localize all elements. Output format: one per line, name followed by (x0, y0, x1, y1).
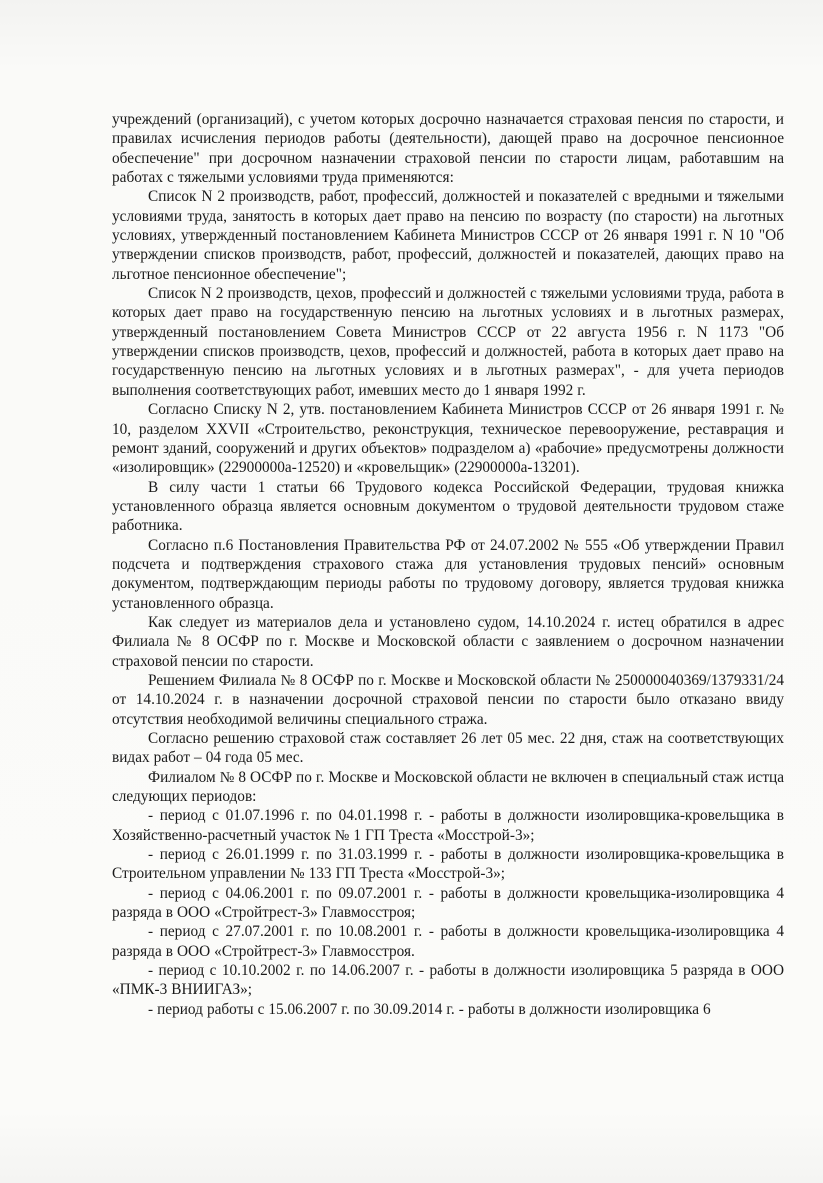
paragraph: Решением Филиала № 8 ОСФР по г. Москве и Московской области № 250000040369/1379331/24 от 14.10.2024 г. в назначении досрочной страховой пенсии по старости было отказано ввиду отсутствия необходимой величины специального стража. (112, 671, 784, 728)
document-body (112, 110, 784, 1019)
paragraph: Как следует из материалов дела и установлено судом, 14.10.2024 г. истец обратился в адрес Филиала № 8 ОСФР по г. Москве и Московской области с заявлением о досрочном назначении страховой пенсии по старости. (112, 613, 784, 670)
paragraph: Согласно решению страховой стаж составляет 26 лет 05 мес. 22 дня, стаж на соответствующих видах работ – 04 года 05 мес. (112, 730, 784, 767)
paragraph: В силу части 1 статьи 66 Трудового кодекса Российской Федерации, трудовая книжка установленного образца является основным документом о трудовой деятельности трудовом стаже работника. (112, 478, 784, 535)
paragraph: Список N 2 производств, цехов, профессий и должностей с тяжелыми условиями труда, работа в которых дает право на государственную пенсию на льготных условиях и в льготных размерах, утвержденный постановлением Совета Министров СССР от 22 августа 1956 г. N 1173 "Об утверждении списков производств, цехов, профессий и должностей, работа в которых дает право на государственную пенсию на льготных условиях и в льготных размерах", - для учета периодов выполнения соответствующих работ, имевших место до 1 января 1992 г. (112, 285, 784, 399)
paragraph: Филиалом № 8 ОСФР по г. Москве и Московской области не включен в специальный стаж истца следующих периодов: (112, 768, 784, 806)
list-item: - период работы с 15.06.2007 г. по 30.09.2014 г. - работы в должности изолировщика 6 (148, 1000, 711, 1018)
list-item: - период с 26.01.1999 г. по 31.03.1999 г. - работы в должности изолировщика-кровельщика в Строительном управлении № 133 ГП Треста «Мосстрой-3»; (112, 846, 784, 883)
paragraph: учреждений (организаций), с учетом которых досрочно назначается страховая пенсия по старости, и правилах исчисления периодов работы (деятельности), дающей право на досрочное пенсионное обеспечение" при досрочном назначении страховой пенсии по старости лицам, работавшим на работах с тяжелыми условиями труда применяются: (112, 111, 784, 187)
list-item: - период с 27.07.2001 г. по 10.08.2001 г. - работы в должности кровельщика-изолировщика 4 разряда в ООО «Стройтрест-3» Главмосстроя. (112, 923, 784, 960)
paragraph: Список N 2 производств, работ, профессий, должностей и показателей с вредными и тяжелыми условиями труда, занятость в которых дает право на пенсию по возрасту (по старости) на льготных условиях, утвержденный постановлением Кабинета Министров СССР от 26 января 1991 г. N 10 "Об утверждении списков производств, работ, профессий, должностей и показателей, дающих право на льготное пенсионное обеспечение"; (112, 188, 784, 283)
list-item: - период с 04.06.2001 г. по 09.07.2001 г. - работы в должности кровельщика-изолировщика 4 разряда в ООО «Стройтрест-3» Главмосстроя; (112, 884, 784, 922)
paragraph: Согласно Списку N 2, утв. постановлением Кабинета Министров СССР от 26 января 1991 г. № 10, разделом XXVII «Строительство, реконструкция, техническое перевооружение, реставрация и ремонт зданий, сооружений и других объектов» подразделом а) «рабочие» предусмотрены должности «изолировщик» (22900000а-12520) и «кровельщик» (22900000а-13201). (112, 401, 784, 477)
list-item: - период с 10.10.2002 г. по 14.06.2007 г. - работы в должности изолировщика 5 разряда в ООО «ПМК-3 ВНИИГАЗ»; (112, 962, 784, 999)
paragraph: Согласно п.6 Постановления Правительства РФ от 24.07.2002 № 555 «Об утверждении Правил подсчета и подтверждения страхового стажа для установления трудовых пенсий» основным документом, подтверждающим периоды работы по трудовому договору, является трудовая книжка установленного образца. (112, 536, 784, 612)
list-item: - период с 01.07.1996 г. по 04.01.1998 г. - работы в должности изолировщика-кровельщика в Хозяйственно-расчетный участок № 1 ГП Треста «Мосстрой-3»; (112, 807, 784, 844)
